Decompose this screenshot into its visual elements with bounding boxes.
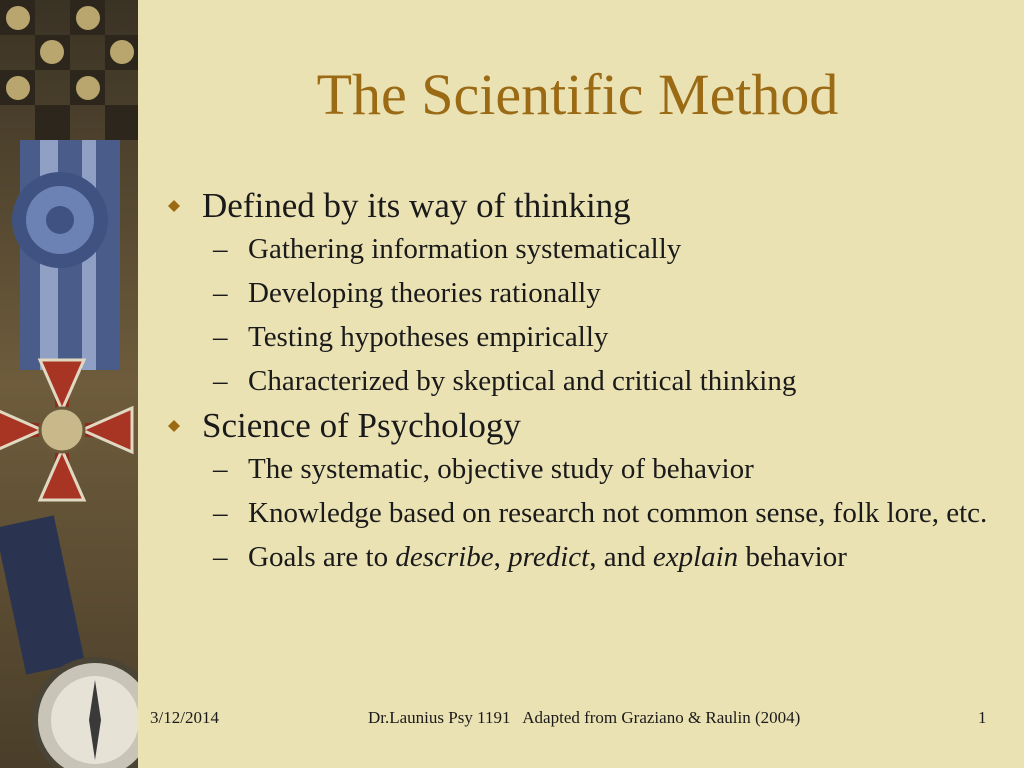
goals-describe: describe <box>395 541 494 573</box>
sub-bullet-item <box>168 494 998 532</box>
slide-title: The Scientific Method <box>316 62 839 127</box>
sub-bullet-item <box>168 362 998 400</box>
goals-explain: explain <box>652 541 739 573</box>
sub-bullet-item <box>168 274 998 312</box>
footer-credits: Dr.Launius Psy 1191 Adapted from Graziano & Raulin (2004) <box>368 708 801 727</box>
decorative-side-image <box>0 0 138 768</box>
sub-bullet-text: Developing theories rationally <box>248 277 601 309</box>
goals-suffix: behavior <box>738 541 847 573</box>
sub-bullet-list <box>168 450 998 576</box>
dash-bullet-icon: – <box>213 541 228 573</box>
goals-and: , and <box>589 541 653 573</box>
sub-bullet-item <box>168 450 998 488</box>
diamond-bullet-icon <box>168 420 180 432</box>
dash-bullet-icon: – <box>213 365 228 397</box>
dash-bullet-icon: – <box>213 321 228 353</box>
goals-text <box>248 541 847 573</box>
sub-bullet-text: Gathering information systematically <box>248 233 682 265</box>
slide-number: 1 <box>978 708 987 727</box>
dash-bullet-icon: – <box>213 277 228 309</box>
goals-comma: , <box>493 541 509 573</box>
dash-bullet-icon: – <box>213 453 228 485</box>
bullet-item <box>168 186 998 226</box>
dash-bullet-icon: – <box>213 497 228 529</box>
slide-body <box>168 186 998 582</box>
bullet-text: Science of Psychology <box>202 406 521 445</box>
bullet-text: Defined by its way of thinking <box>202 186 631 225</box>
sub-bullet-item <box>168 538 998 576</box>
sub-bullet-item <box>168 230 998 268</box>
footer-date: 3/12/2014 <box>150 708 219 727</box>
sub-bullet-text: The systematic, objective study of behavior <box>248 453 754 485</box>
diamond-bullet-icon <box>168 200 180 212</box>
sub-bullet-text: Characterized by skeptical and critical thinking <box>248 365 797 397</box>
sub-bullet-item <box>168 318 998 356</box>
sub-bullet-text: Testing hypotheses empirically <box>248 321 609 353</box>
sub-bullet-text: Knowledge based on research not common sense, folk lore, etc. <box>248 497 988 529</box>
dash-bullet-icon: – <box>213 233 228 265</box>
goals-prefix: Goals are to <box>248 541 396 573</box>
sub-bullet-list <box>168 230 998 400</box>
goals-predict: predict <box>508 541 590 573</box>
bullet-item <box>168 406 998 446</box>
